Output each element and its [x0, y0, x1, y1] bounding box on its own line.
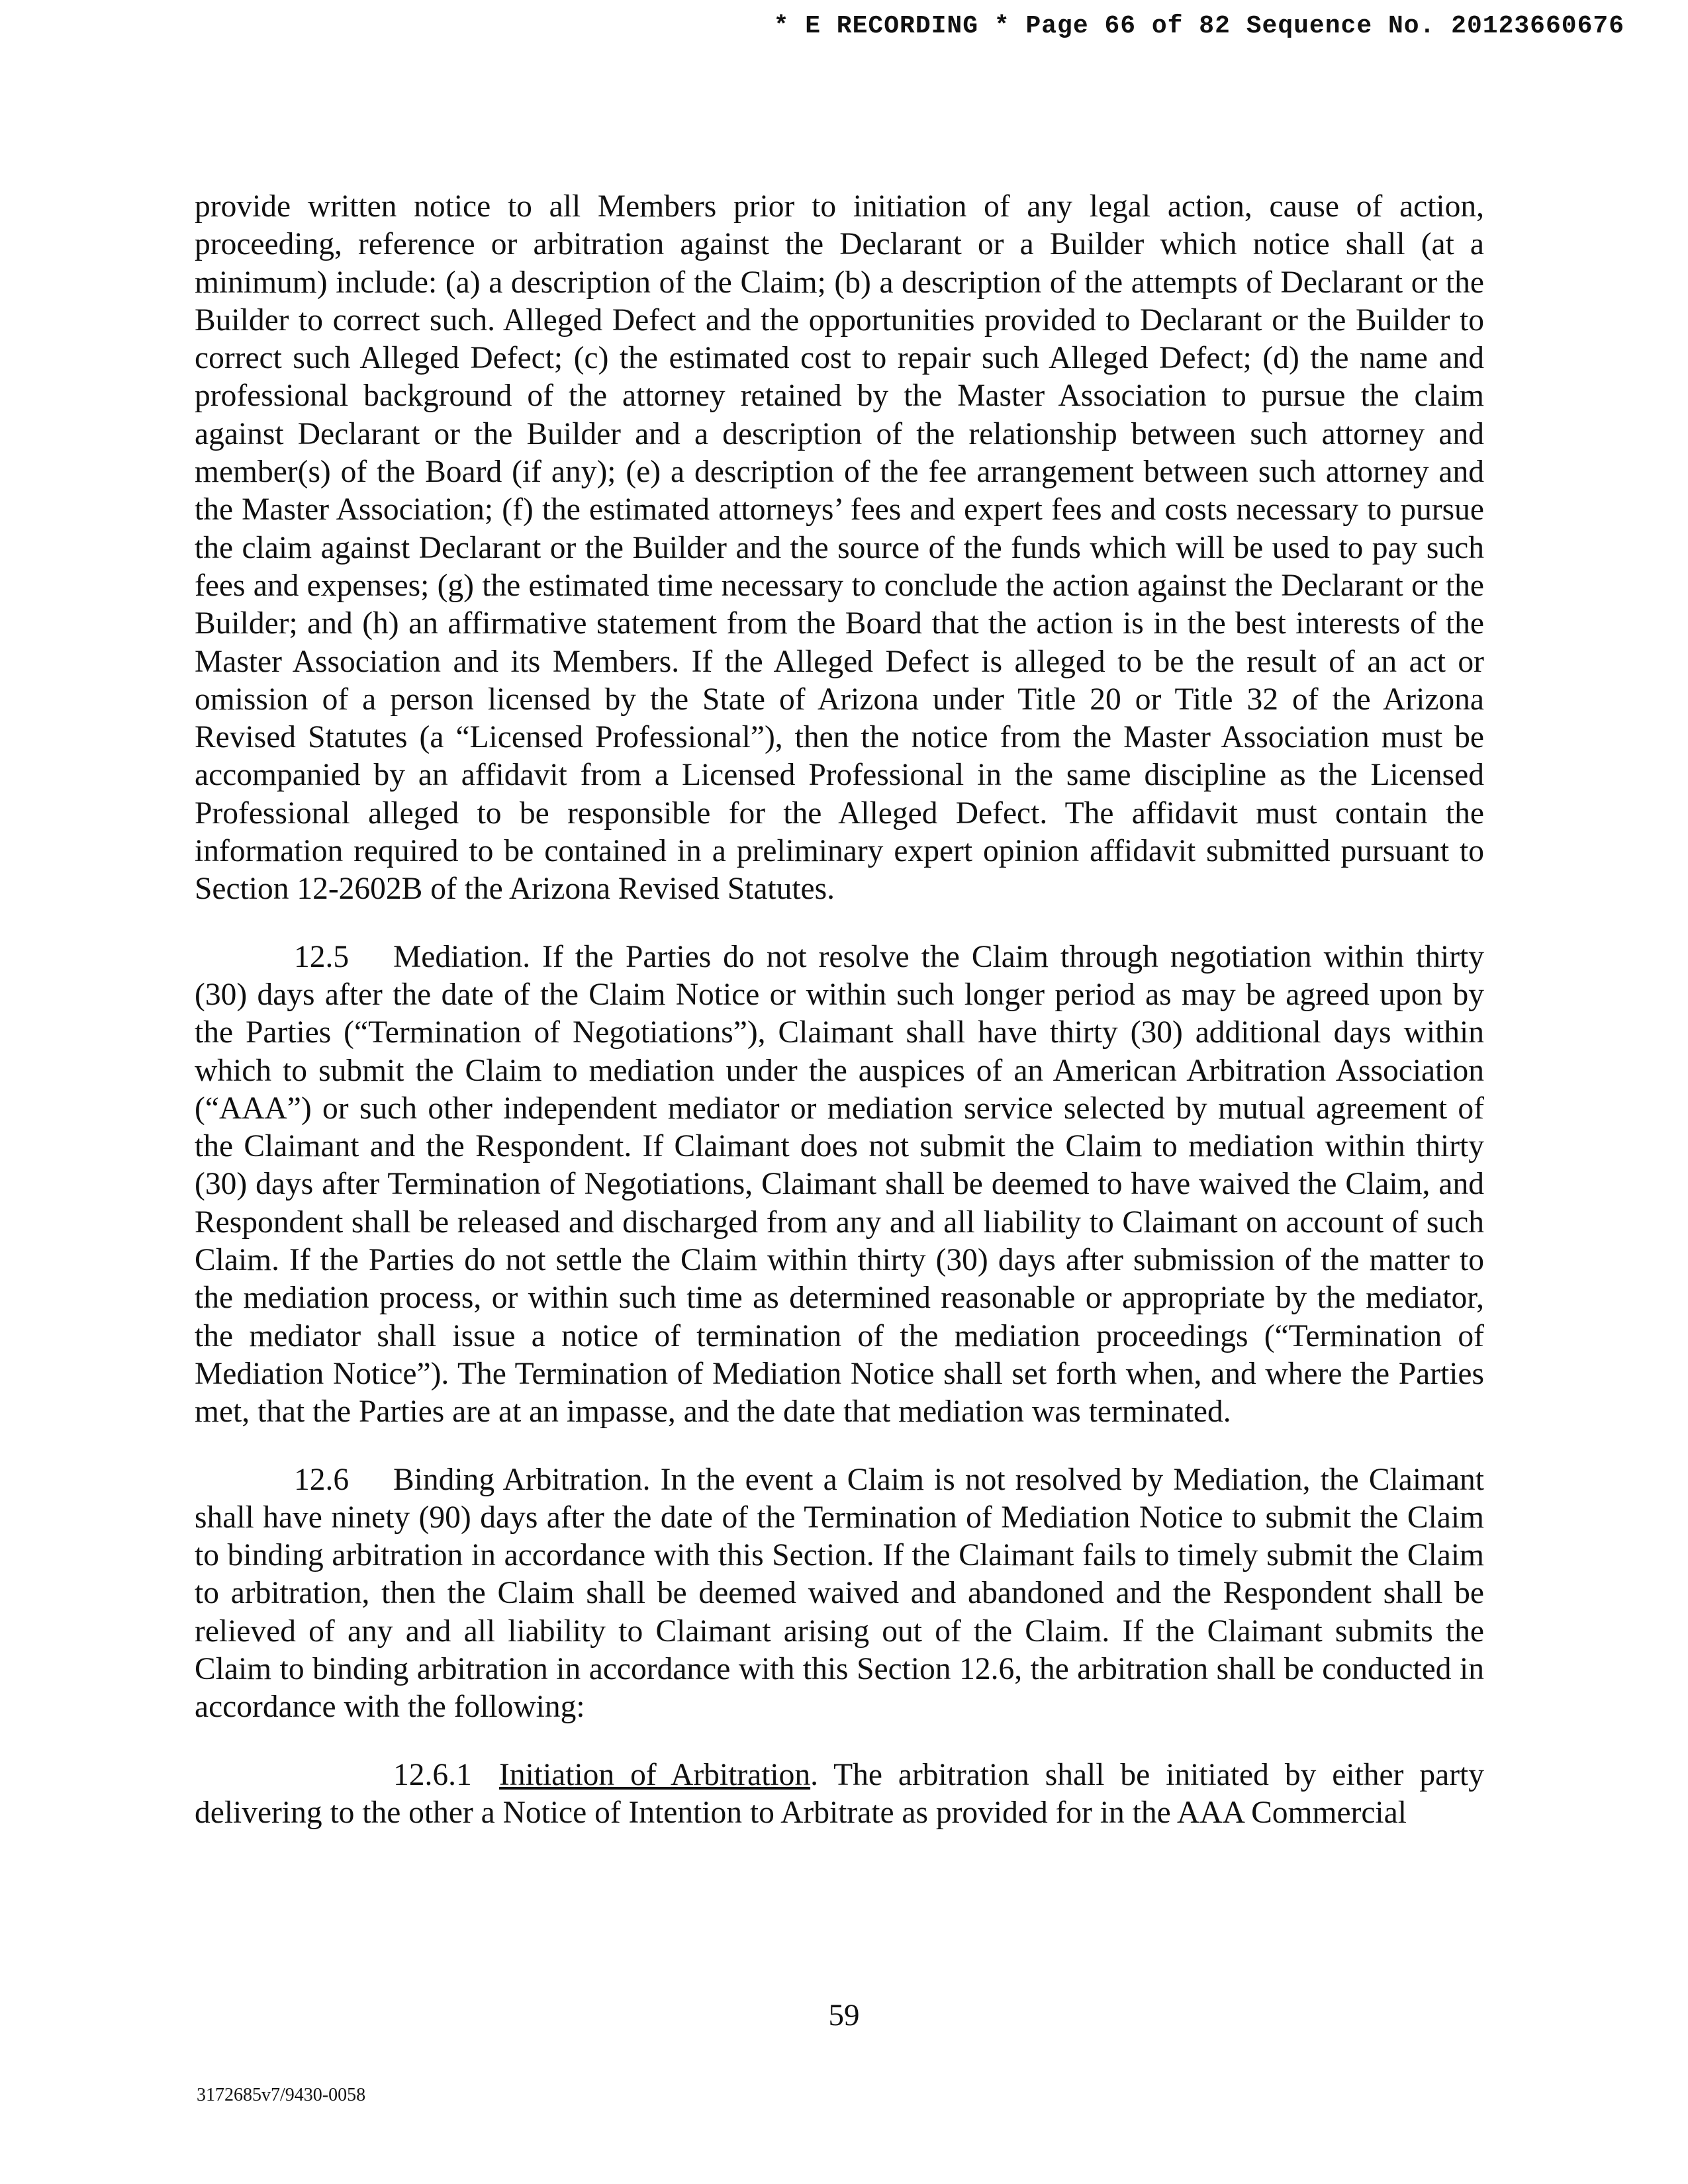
section-text: Mediation. If the Parties do not resolve the Claim through negotiation within thirty (30) days after the date of the Claim Notice or within such longer period as may be agreed upon by the Parties (“Termination of Negotiations”), Claimant shall have thirty (30) additional days within which to submit the Claim to mediation under the auspices of an American Arbitration Association (“AAA”) or such other independent mediator or mediation service selected by mutual agreement of the Claimant and the Respondent. If Claimant does not submit the Claim to mediation within thirty (30) days after Termination of Negotiations, Claimant shall be deemed to have waived the Claim, and Respondent shall be released and discharged from any and all liability to Claimant on account of such Claim. If the Parties do not settle the Claim within thirty (30) days after submission of the matter to the mediation process, or within such time as determined reasonable or appropriate by the mediator, the mediator shall issue a notice of termination of the mediation proceedings (“Termination of Mediation Notice”). The Termination of Mediation Notice shall set forth when, and where the Parties met, that the Parties are at an impasse, and the date that mediation was terminated. [195, 939, 1484, 1430]
document-body [195, 188, 1484, 1832]
section-number: 12.6 [294, 1462, 350, 1497]
section-12-5-mediation [195, 938, 1484, 1432]
section-text: . The arbitration shall be initiated by either party delivering to the other a Notice of Intention to Arbitrate as provided for in the AAA Commercial [195, 1757, 1484, 1830]
section-number: 12.5 [294, 939, 350, 974]
section-number: 12.6.1 [393, 1757, 472, 1792]
section-heading: Initiation of Arbitration [499, 1757, 811, 1792]
section-text: Binding Arbitration. In the event a Claim is not resolved by Mediation, the Claimant shall have ninety (90) days after the date of the Termination of Mediation Notice to submit the Claim to binding arbitration in accordance with this Section. If the Claimant fails to timely submit the Claim to arbitration, then the Claim shall be deemed waived and abandoned and the Respondent shall be relieved of any and all liability to Claimant arising out of the Claim. If the Claimant submits the Claim to binding arbitration in accordance with this Section 12.6, the arbitration shall be conducted in accordance with the following: [195, 1462, 1484, 1725]
document-id: 3172685v7/9430-0058 [197, 2085, 366, 2105]
section-12-6-1-initiation [195, 1756, 1484, 1833]
page-number: 59 [828, 1998, 860, 2032]
recording-header: * E RECORDING * Page 66 of 82 Sequence No. 20123660676 [773, 12, 1624, 40]
paragraph-notice-requirements: provide written notice to all Members prior to initiation of any legal action, cause of action, proceeding, reference or arbitration against the Declarant or a Builder which notice shall (at a minimum) include: (a) a description of the Claim; (b) a description of the attempts of Declarant or the Builder to correct such. Alleged Defect and the opportunities provided to Declarant or the Builder to correct such Alleged Defect; (c) the estimated cost to repair such Alleged Defect; (d) the name and professional background of the attorney retained by the Master Association to pursue the claim against Declarant or the Builder and a description of the relationship between such attorney and member(s) of the Board (if any); (e) a description of the fee arrangement between such attorney and the Master Association; (f) the estimated attorneys’ fees and expert fees and costs necessary to pursue the claim against Declarant or the Builder and the source of the funds which will be used to pay such fees and expenses; (g) the estimated time necessary to conclude the action against the Declarant or the Builder; and (h) an affirmative statement from the Board that the action is in the best interests of the Master Association and its Members. If the Alleged Defect is alleged to be the result of an act or omission of a person licensed by the State of Arizona under Title 20 or Title 32 of the Arizona Revised Statutes (a “Licensed Professional”), then the notice from the Master Association must be accompanied by an affidavit from a Licensed Professional in the same discipline as the Licensed Professional alleged to be responsible for the Alleged Defect. The affidavit must contain the information required to be contained in a preliminary expert opinion affidavit submitted pursuant to Section 12-2602B of the Arizona Revised Statutes. [195, 189, 1484, 907]
section-12-6-binding-arbitration [195, 1461, 1484, 1727]
